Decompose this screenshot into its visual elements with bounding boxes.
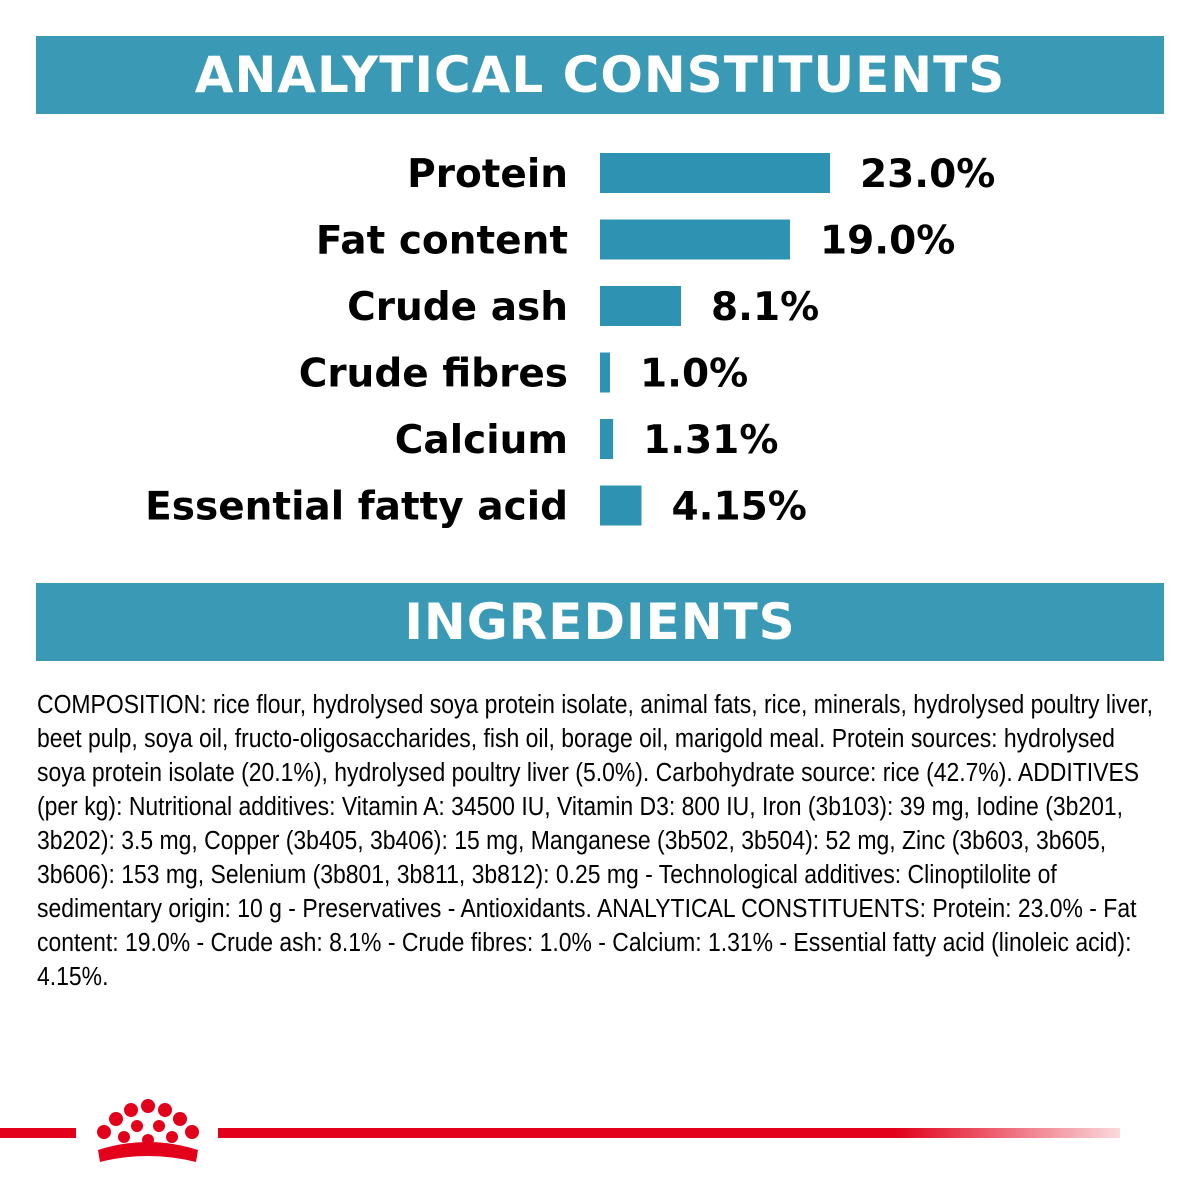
bar bbox=[600, 486, 642, 526]
analytical-constituents-banner bbox=[36, 36, 1164, 114]
value-label: 23.0% bbox=[860, 152, 996, 197]
value-label: 19.0% bbox=[820, 218, 956, 264]
value-label: 4.15% bbox=[671, 484, 807, 530]
category-label: Crude fibres bbox=[298, 351, 568, 397]
brand-footer bbox=[0, 1090, 1200, 1180]
bar bbox=[600, 353, 610, 393]
value-label: 1.0% bbox=[640, 351, 749, 397]
analytical-constituents-chart bbox=[0, 140, 1200, 550]
composition-text: COMPOSITION: rice flour, hydrolysed soya protein isolate, animal fats, rice, minerals, hydrolysed poultry liver, beet pulp, soya oil, fructo-oligosaccharides, fish oil, borage oil, marigold meal. Protein sources: hydrolysed soya protein isolate (20.1%), hydrolysed poultry liver (5.0%). Carbohydrate source: rice (42.7%). ADDITIVES (per kg): Nutritional additives: Vitamin A: 34500 IU, Vitamin D3: 800 IU, Iron (3b103): 39 mg, Iodine (3b201, 3b202): 3.5 mg, Copper (3b405, 3b406): 15 mg, Manganese (3b502, 3b504): 52 mg, Zinc (3b603, 3b605, 3b606): 153 mg, Selenium (3b801, 3b811, 3b812): 0.25 mg - Technological additives: Clinoptilolite of sedimentary origin: 10 g - Preservatives - Antioxidants. ANALYTICAL CONSTITUENTS: Protein: 23.0% - Fat content: 19.0% - Crude ash: 8.1% - Crude fibres: 1.0% - Calcium: 1.31% - Essential fatty acid (linoleic acid): 4.15%. bbox=[37, 691, 1154, 991]
bar bbox=[600, 153, 830, 193]
ingredients-banner bbox=[36, 583, 1164, 661]
analytical-constituents-title: ANALYTICAL CONSTITUENTS bbox=[194, 46, 1006, 104]
category-label: Crude ash bbox=[347, 285, 568, 330]
bar bbox=[600, 419, 613, 459]
value-label: 8.1% bbox=[711, 285, 820, 330]
bar bbox=[600, 220, 790, 260]
category-label: Fat content bbox=[315, 218, 568, 264]
category-label: Essential fatty acid bbox=[145, 484, 568, 530]
bar bbox=[600, 286, 681, 326]
ingredients-title: INGREDIENTS bbox=[404, 593, 796, 651]
footer-line-left bbox=[0, 1128, 76, 1138]
value-label: 1.31% bbox=[643, 418, 779, 463]
royal-crown-dots-icon bbox=[97, 1099, 199, 1162]
category-label: Calcium bbox=[394, 418, 568, 463]
category-label: Protein bbox=[407, 152, 568, 197]
footer-line-right bbox=[218, 1128, 1120, 1138]
